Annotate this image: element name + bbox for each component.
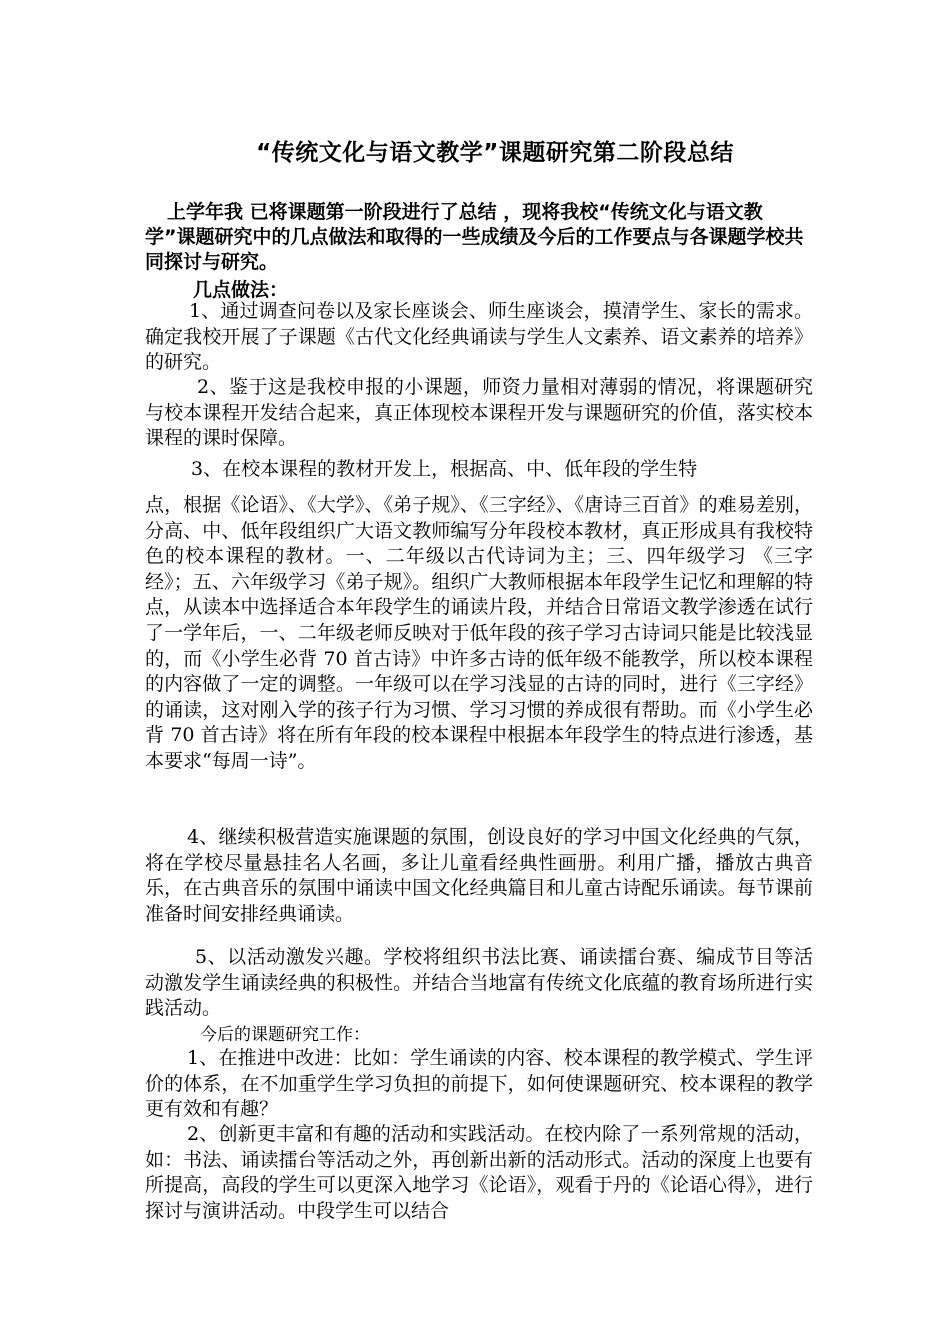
practice-item-5: 5、以活动激发兴趣。学校将组织书法比赛、诵读擂台赛、编成节目等活动激发学生诵读经典的积极性。并结合当地富有传统文化底蕴的教育场所进行实践活动。 [145,946,813,1020]
future-item-1: 1、在推进中改进：比如：学生诵读的内容、校本课程的教学模式、学生评价的体系，在不加重学生学习负担的前提下，如何使课题研究、校本课程的教学更有效和有趣？ [145,1047,813,1121]
intro-paragraph: 上学年我 已将课题第一阶段进行了总结 ，现将我校“传统文化与语文教学”课题研究中的几点做法和取得的一些成绩及今后的工作要点与各课题学校共同探讨与研究。 [145,201,804,273]
practice-item-1: 1、通过调查问卷以及家长座谈会、师生座谈会，摸清学生、家长的需求。确定我校开展了子课题《古代文化经典诵读与学生人文素养、语文素养的培养》的研究。 [145,300,813,374]
section-heading-future: 今后的课题研究工作： [200,1025,370,1045]
practice-item-4: 4、继续积极营造实施课题的氛围，创设良好的学习中国文化经典的气氛，将在学校尽量悬挂名人名画，多让儿童看经典性画册。利用广播，播放古典音乐，在古典音乐的氛围中诵读中国文化经典篇目和儿童古诗配乐诵读。每节课前准备时间安排经典诵读。 [145,826,813,925]
practice-item-3-line1: 3、在校本课程的教材开发上，根据高、中、低年段的学生特 [191,458,698,480]
future-item-2: 2、创新更丰富和有趣的活动和实践活动。在校内除了一系列常规的活动，如：书法、诵读擂台等活动之外，再创新出新的活动形式。活动的深度上也要有所提高，高段的学生可以更深入地学习《论语》，观看于丹的《论语心得》，进行探讨与演讲活动。中段学生可以结合 [145,1123,813,1222]
section-heading-practices: 几点做法： [193,279,289,301]
practice-item-2: 2、鉴于这是我校申报的小课题，师资力量相对薄弱的情况，将课题研究与校本课程开发结合起来，真正体现校本课程开发与课题研究的价值，落实校本课程的课时保障。 [145,376,813,450]
practice-item-3-body: 点，根据《论语》、《大学》、《弟子规》、《三字经》、《唐诗三百首》的难易差别，分高、中、低年段组织广大语文教师编写分年段校本教材，真正形成具有我校特色的校本课程的教材。一、二年级以古代诗词为主；三、四年级学习 《三字经》；五、六年级学习《弟子规》。组织广大教师根据本年段学生记忆和理解的特点，从读本中选择适合本年段学生的诵读片段，并结合日常语文教学渗透在试行了一学年后，一、二年级老师反映对于低年段的孩子学习古诗词只能是比较浅显的，而《小学生必背 70 首古诗》中许多古诗的低年级不能教学，所以校本课程的内容做了一定的调整。一年级可以在学习浅显的古诗的同时，进行《三字经》的诵读，这对刚入学的孩子行为习惯、学习习惯的养成很有帮助。而《小学生必背 70 首古诗》将在所有年段的校本课程中根据本年段学生的特点进行渗透，基本要求“每周一诗”。 [145,494,813,772]
document-title: “传统文化与语文教学”课题研究第二阶段总结 [256,140,734,166]
